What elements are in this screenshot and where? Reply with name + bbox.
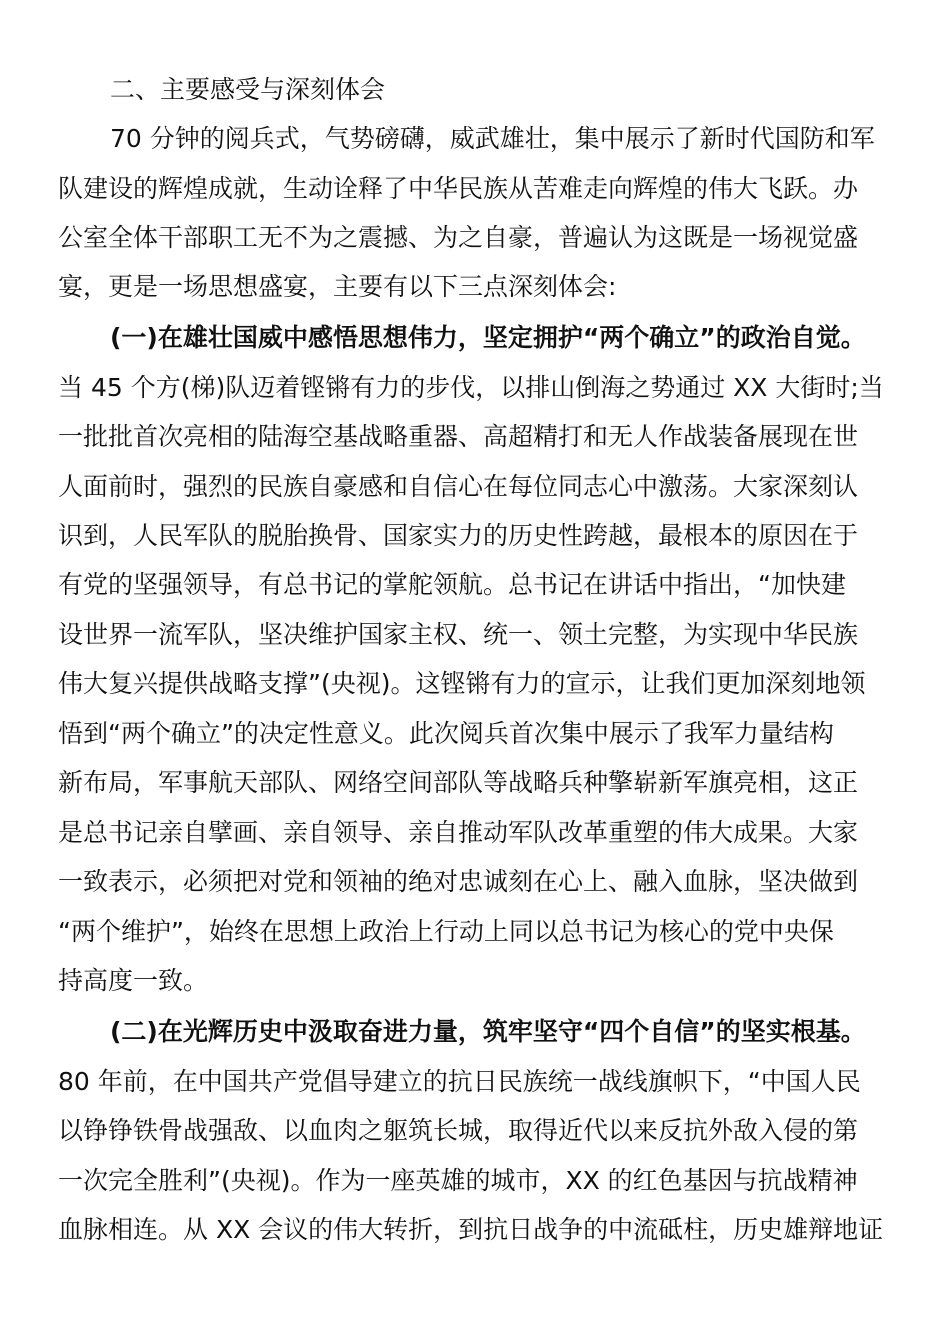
paragraph-line: 设世界一流军队，坚决维护国家主权、统一、领土完整，为实现中华民族 [58, 620, 859, 649]
section-heading: 二、主要感受与深刻体会 [110, 75, 386, 104]
paragraph-line: 新布局，军事航天部队、网络空间部队等战略兵种擎崭新军旗亮相，这正 [58, 768, 859, 797]
paragraph-line: 一批批首次亮相的陆海空基战略重器、高超精打和无人作战装备展现在世 [58, 422, 859, 451]
paragraph-line: 持高度一致。 [58, 966, 209, 995]
paragraph-line: 公室全体干部职工无不为之震撼、为之自豪，普遍认为这既是一场视觉盛 [58, 223, 859, 252]
paragraph-line: 悟到“两个确立”的决定性意义。此次阅兵首次集中展示了我军力量结构 [58, 719, 834, 748]
paragraph-line: 是总书记亲自擘画、亲自领导、亲自推动军队改革重塑的伟大成果。大家 [58, 818, 859, 847]
paragraph-line: 一致表示，必须把对党和领袖的绝对忠诚刻在心上、融入血脉，坚决做到 [58, 867, 859, 896]
paragraph-line: 识到，人民军队的脱胎换骨、国家实力的历史性跨越，最根本的原因在于 [58, 521, 859, 550]
paragraph-line: 70 分钟的阅兵式，气势磅礴，威武雄壮，集中展示了新时代国防和军 [110, 124, 875, 153]
paragraph-line: 队建设的辉煌成就，生动诠释了中华民族从苦难走向辉煌的伟大飞跃。办 [58, 174, 859, 203]
paragraph-line: 以铮铮铁骨战强敌、以血肉之躯筑长城，取得近代以来反抗外敌入侵的第 [58, 1116, 859, 1145]
paragraph-line: “两个维护”，始终在思想上政治上行动上同以总书记为核心的党中央保 [58, 917, 834, 946]
paragraph-line: 伟大复兴提供战略支撑”(央视)。这铿锵有力的宣示，让我们更加深刻地领 [58, 669, 866, 698]
paragraph-line: 人面前时，强烈的民族自豪感和自信心在每位同志心中激荡。大家深刻认 [58, 472, 859, 501]
paragraph-line: 当 45 个方(梯)队迈着铿锵有力的步伐，以排山倒海之势通过 XX 大街时;当 [58, 373, 884, 402]
subheading-1: (一)在雄壮国威中感悟思想伟力，坚定拥护“两个确立”的政治自觉。 [110, 323, 866, 352]
paragraph-line: 一次完全胜利”(央视)。作为一座英雄的城市，XX 的红色基因与抗战精神 [58, 1166, 858, 1195]
paragraph-line: 80 年前，在中国共产党倡导建立的抗日民族统一战线旗帜下，“中国人民 [58, 1067, 861, 1096]
subheading-2: (二)在光辉历史中汲取奋进力量，筑牢坚守“四个自信”的坚实根基。 [110, 1017, 866, 1046]
paragraph-line: 有党的坚强领导，有总书记的掌舵领航。总书记在讲话中指出，“加快建 [58, 570, 846, 599]
paragraph-line: 血脉相连。从 XX 会议的伟大转折，到抗日战争的中流砥柱，历史雄辩地证 [58, 1215, 884, 1244]
paragraph-line: 宴，更是一场思想盛宴，主要有以下三点深刻体会: [58, 272, 617, 301]
